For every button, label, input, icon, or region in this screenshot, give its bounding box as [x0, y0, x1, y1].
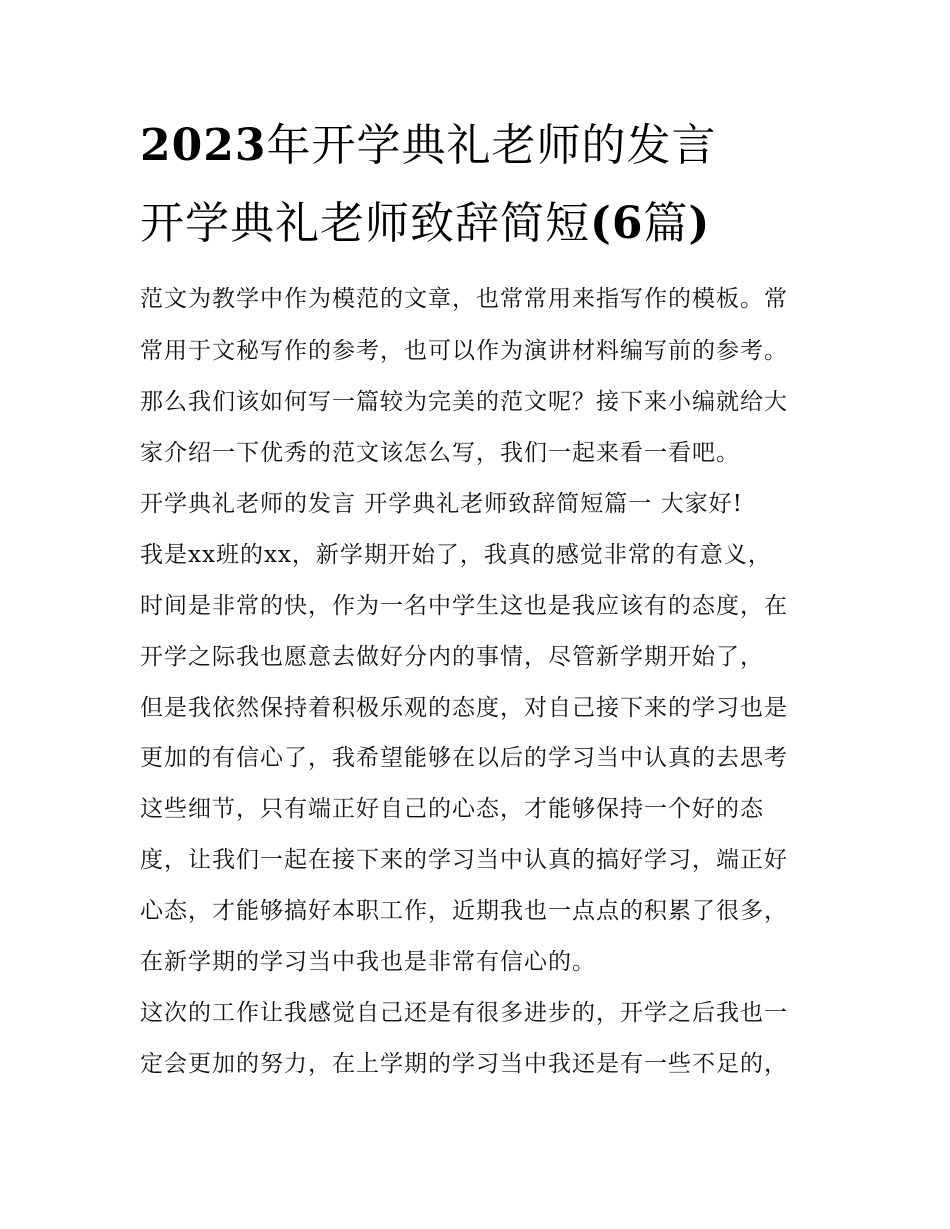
paragraph-line: 心态，才能够搞好本职工作，近期我也一点点的积累了很多，: [140, 898, 788, 924]
paragraph-line: 开学典礼老师的发言 开学典礼老师致辞简短篇一 大家好!: [140, 491, 743, 517]
paragraph-line: 在新学期的学习当中我也是非常有信心的。: [140, 949, 596, 975]
paragraph-line: 开学之际我也愿意去做好分内的事情，尽管新学期开始了，: [140, 644, 764, 670]
document-title-line-1: 2023年开学典礼老师的发言: [140, 120, 717, 171]
paragraph-line: 度，让我们一起在接下来的学习当中认真的搞好学习，端正好: [140, 847, 788, 873]
paragraph-line: 这次的工作让我感觉自己还是有很多进步的，开学之后我也一: [140, 1000, 788, 1026]
paragraph-line: 这些细节，只有端正好自己的心态，才能够保持一个好的态: [140, 796, 764, 822]
paragraph-line: 我是xx班的xx，新学期开始了，我真的感觉非常的有意义，: [140, 542, 772, 568]
paragraph-line: 定会更加的努力，在上学期的学习当中我还是有一些不足的，: [140, 1051, 788, 1077]
paragraph-line: 那么我们该如何写一篇较为完美的范文呢？接下来小编就给大: [140, 389, 788, 415]
paragraph-line: 常用于文秘写作的参考，也可以作为演讲材料编写前的参考。: [140, 338, 788, 364]
document-title-line-2: 开学典礼老师致辞简短(6篇): [140, 198, 711, 249]
paragraph-line: 时间是非常的快，作为一名中学生这也是我应该有的态度，在: [140, 593, 788, 619]
paragraph-line: 家介绍一下优秀的范文该怎么写，我们一起来看一看吧。: [140, 440, 740, 466]
paragraph-line: 但是我依然保持着积极乐观的态度，对自己接下来的学习也是: [140, 695, 788, 721]
paragraph-line: 范文为教学中作为模范的文章，也常常用来指写作的模板。常: [140, 286, 788, 312]
paragraph-line: 更加的有信心了，我希望能够在以后的学习当中认真的去思考: [140, 745, 788, 771]
